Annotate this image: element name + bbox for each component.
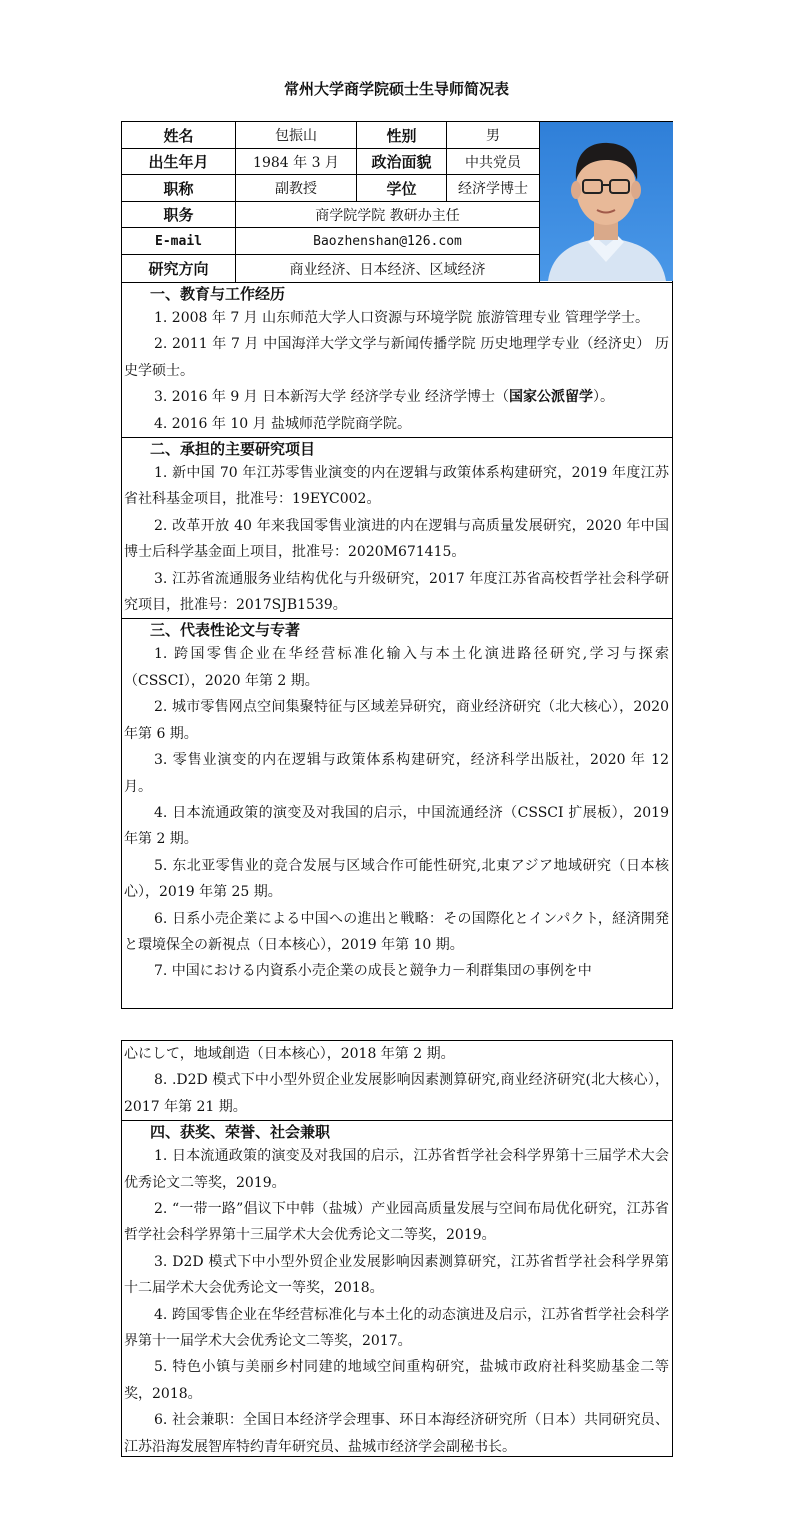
list-item: 3. 江苏省流通服务业结构优化与升级研究，2017 年度江苏省高校哲学社会科学研究项目，批准号：2017SJB1539。 — [124, 570, 669, 614]
item-text-end: ）。 — [593, 389, 615, 406]
section-papers-continued — [122, 1041, 672, 1121]
list-item: 1. 日本流通政策的演变及对我国的启示，江苏省哲学社会科学界第十三届学术大会优秀论文二等奖，2019。 — [124, 1148, 669, 1191]
email-label: E-mail — [122, 228, 236, 255]
political-label: 政治面貌 — [357, 149, 447, 175]
list-item: 1. 新中国 70 年江苏零售业演变的内在逻辑与政策体系构建研究，2019 年度江苏省社科基金项目，批准号：19EYC002。 — [124, 465, 669, 508]
title-label: 职称 — [122, 175, 236, 202]
research-label: 研究方向 — [122, 255, 236, 282]
list-item: 1. 2008 年 7 月 山东师范大学人口资源与环境学院 旅游管理专业 管理学学士。 — [154, 310, 650, 326]
list-item: 4. 日本流通政策的演变及对我国的启示，中国流通经济（CSSCI 扩展板），2019 年第 2 期。 — [124, 804, 669, 848]
list-item: 6. 社会兼职：全国日本经济学会理事、环日本海经济研究所（日本）共同研究员、江苏沿海发展智库特约青年研究员、盐城市经济学会副秘书长。 — [124, 1412, 669, 1455]
birth-label: 出生年月 — [122, 149, 236, 175]
profile-table-page1 — [121, 121, 673, 1009]
list-item: 2. “一带一路”倡议下中韩（盐城）产业园高质量发展与空间布局优化研究，江苏省哲学社会科学界第十三届学术大会优秀论文二等奖，2019。 — [124, 1201, 669, 1244]
list-item: 2. 2011 年 7 月 中国海洋大学文学与新闻传播学院 历史地理学专业（经济史） 历史学硕士。 — [124, 336, 669, 379]
basic-info-grid — [122, 122, 672, 283]
profile-photo — [540, 122, 673, 281]
list-item: 5. 特色小镇与美丽乡村同建的地域空间重构研究，盐城市政府社科奖励基金二等奖，2018。 — [124, 1359, 669, 1402]
section-heading: 二、承担的主要研究项目 — [150, 440, 316, 459]
list-item: 3. D2D 模式下中小型外贸企业发展影响因素测算研究，江苏省哲学社会科学界第十二届学术大会优秀论文一等奖，2018。 — [124, 1253, 669, 1297]
gender-label: 性别 — [357, 122, 447, 149]
section-papers — [122, 619, 672, 984]
list-item: 8. .D2D 模式下中小型外贸企业发展影响因素测算研究,商业经济研究(北大核心），2017 年第 21 期。 — [124, 1072, 669, 1115]
degree-value: 经济学博士 — [447, 175, 540, 202]
list-item: 6. 日系小売企業による中国への進出と戦略：その国際化とインパクト，経済開発と環境保全の新視点（日本核心），2019 年第 10 期。 — [124, 910, 669, 953]
list-item — [122, 384, 672, 410]
name-label: 姓名 — [122, 122, 236, 149]
gender-value: 男 — [447, 122, 540, 149]
position-label: 职务 — [122, 202, 236, 228]
list-item: 4. 跨国零售企业在华经营标准化与本土化的动态演进及启示，江苏省哲学社会科学界第十一届学术大会优秀论文二等奖，2017。 — [124, 1306, 669, 1350]
list-item: 1. 跨国零售企业在华经营标准化输入与本土化演进路径研究,学习与探索（CSSCI），2020 年第 2 期。 — [124, 646, 669, 689]
name-value: 包振山 — [236, 122, 357, 149]
profile-table-page2 — [121, 1040, 673, 1457]
section-projects — [122, 438, 672, 619]
section-heading: 四、获奖、荣誉、社会兼职 — [150, 1123, 331, 1142]
document-title: 常州大学商学院硕士生导师简况表 — [283, 80, 509, 98]
email-value: Baozhenshan@126.com — [236, 228, 540, 255]
section-awards — [122, 1121, 672, 1460]
political-value: 中共党员 — [447, 149, 540, 175]
position-value: 商学院学院 教研办主任 — [236, 202, 540, 228]
title-value: 副教授 — [236, 175, 357, 202]
list-item-continued: 心にして，地域創造（日本核心），2018 年第 2 期。 — [124, 1046, 455, 1062]
item-text: 3. 2016 年 9 月 日本新泻大学 经济学专业 经济学博士（ — [154, 389, 510, 406]
scholarship-emphasis: 国家公派留学 — [509, 389, 594, 406]
research-value: 商业经济、日本经济、区域经济 — [236, 255, 540, 282]
section-heading: 一、教育与工作经历 — [150, 285, 286, 303]
degree-label: 学位 — [357, 175, 447, 202]
birth-value: 1984 年 3 月 — [236, 149, 357, 175]
list-item: 7. 中国における内資系小売企業の成長と競争力－利群集団の事例を中 — [154, 963, 592, 980]
list-item: 5. 东北亚零售业的竞合发展与区域合作可能性研究,北東アジア地域研究（日本核心），2019 年第 25 期。 — [124, 857, 669, 901]
list-item: 3. 零售业演变的内在逻辑与政策体系构建研究，经济科学出版社，2020 年 12 月。 — [124, 752, 669, 795]
list-item: 2. 城市零售网点空间集聚特征与区域差异研究，商业经济研究（北大核心），2020 年第 6 期。 — [124, 699, 669, 742]
section-education — [122, 283, 672, 438]
portrait-illustration — [540, 122, 673, 281]
list-item: 4. 2016 年 10 月 盐城师范学院商学院。 — [154, 415, 412, 432]
list-item: 2. 改革开放 40 年来我国零售业演进的内在逻辑与高质量发展研究，2020 年中国博士后科学基金面上项目，批准号：2020M671415。 — [124, 517, 669, 561]
section-heading: 三、代表性论文与专著 — [150, 621, 301, 640]
